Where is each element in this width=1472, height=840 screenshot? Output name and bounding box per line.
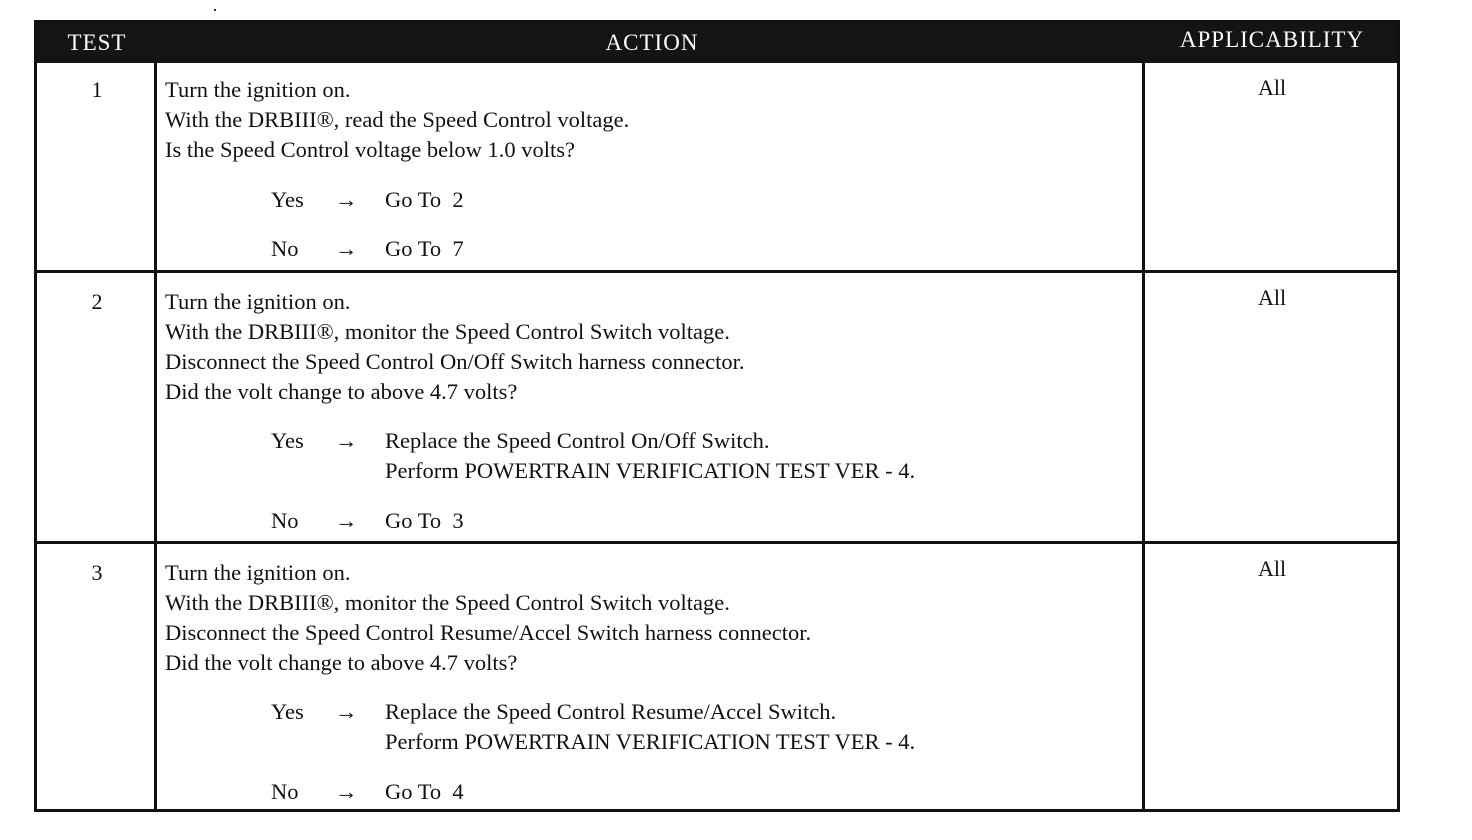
yes-label: Yes xyxy=(271,699,304,724)
no-outcome xyxy=(165,777,1140,807)
arrow-icon: → xyxy=(335,187,358,212)
action-step: With the DRBIII®, monitor the Speed Control Switch voltage. xyxy=(165,590,730,615)
no-label: No xyxy=(271,236,299,261)
arrow-icon: → xyxy=(335,236,358,261)
action-step: Turn the ignition on. xyxy=(165,560,351,585)
table-header xyxy=(37,23,1397,63)
no-result: Go To 3 xyxy=(385,508,464,533)
table-row-test-1 xyxy=(37,63,1397,271)
test-number: 1 xyxy=(91,77,103,102)
action-step: Is the Speed Control voltage below 1.0 volts? xyxy=(165,137,575,162)
no-label: No xyxy=(271,508,299,533)
no-outcome xyxy=(165,234,1140,264)
yes-result-followup: Perform POWERTRAIN VERIFICATION TEST VER - 4. xyxy=(385,729,916,754)
yes-label: Yes xyxy=(271,428,304,453)
applicability-value: All xyxy=(1257,75,1287,100)
no-label: No xyxy=(271,779,299,804)
action-step: Turn the ignition on. xyxy=(165,289,351,314)
arrow-icon: → xyxy=(335,699,358,724)
action-step: Did the volt change to above 4.7 volts? xyxy=(165,379,518,404)
yes-result-followup: Perform POWERTRAIN VERIFICATION TEST VER - 4. xyxy=(385,458,916,483)
no-outcome xyxy=(165,506,1140,536)
yes-label: Yes xyxy=(271,187,304,212)
yes-outcome xyxy=(165,185,1140,215)
header-applicability: APPLICABILITY xyxy=(1179,27,1365,52)
yes-outcome xyxy=(165,697,1140,757)
action-step: Turn the ignition on. xyxy=(165,77,351,102)
arrow-icon: → xyxy=(335,508,358,533)
stray-dot xyxy=(214,9,216,11)
action-cell xyxy=(165,558,1140,807)
table-row-test-3 xyxy=(37,544,1397,809)
action-cell xyxy=(165,75,1140,264)
yes-result: Replace the Speed Control On/Off Switch. xyxy=(385,428,770,453)
test-number: 2 xyxy=(91,289,103,314)
action-cell xyxy=(165,287,1140,536)
applicability-value: All xyxy=(1257,556,1287,581)
table-row-test-2 xyxy=(37,273,1397,541)
diagnostic-test-table xyxy=(34,20,1400,812)
no-result: Go To 7 xyxy=(385,236,464,261)
yes-outcome xyxy=(165,426,1140,486)
test-number: 3 xyxy=(91,560,103,585)
applicability-value: All xyxy=(1257,285,1287,310)
action-step: Disconnect the Speed Control On/Off Switch harness connector. xyxy=(165,349,745,374)
action-step: With the DRBIII®, monitor the Speed Control Switch voltage. xyxy=(165,319,730,344)
action-step: With the DRBIII®, read the Speed Control voltage. xyxy=(165,107,630,132)
arrow-icon: → xyxy=(335,428,358,453)
action-step: Did the volt change to above 4.7 volts? xyxy=(165,650,518,675)
action-step: Disconnect the Speed Control Resume/Accel Switch harness connector. xyxy=(165,620,812,645)
yes-result: Go To 2 xyxy=(385,187,464,212)
header-test: TEST xyxy=(67,30,127,55)
header-action: ACTION xyxy=(605,30,699,55)
yes-result: Replace the Speed Control Resume/Accel Switch. xyxy=(385,699,837,724)
no-result: Go To 4 xyxy=(385,779,464,804)
arrow-icon: → xyxy=(335,779,358,804)
